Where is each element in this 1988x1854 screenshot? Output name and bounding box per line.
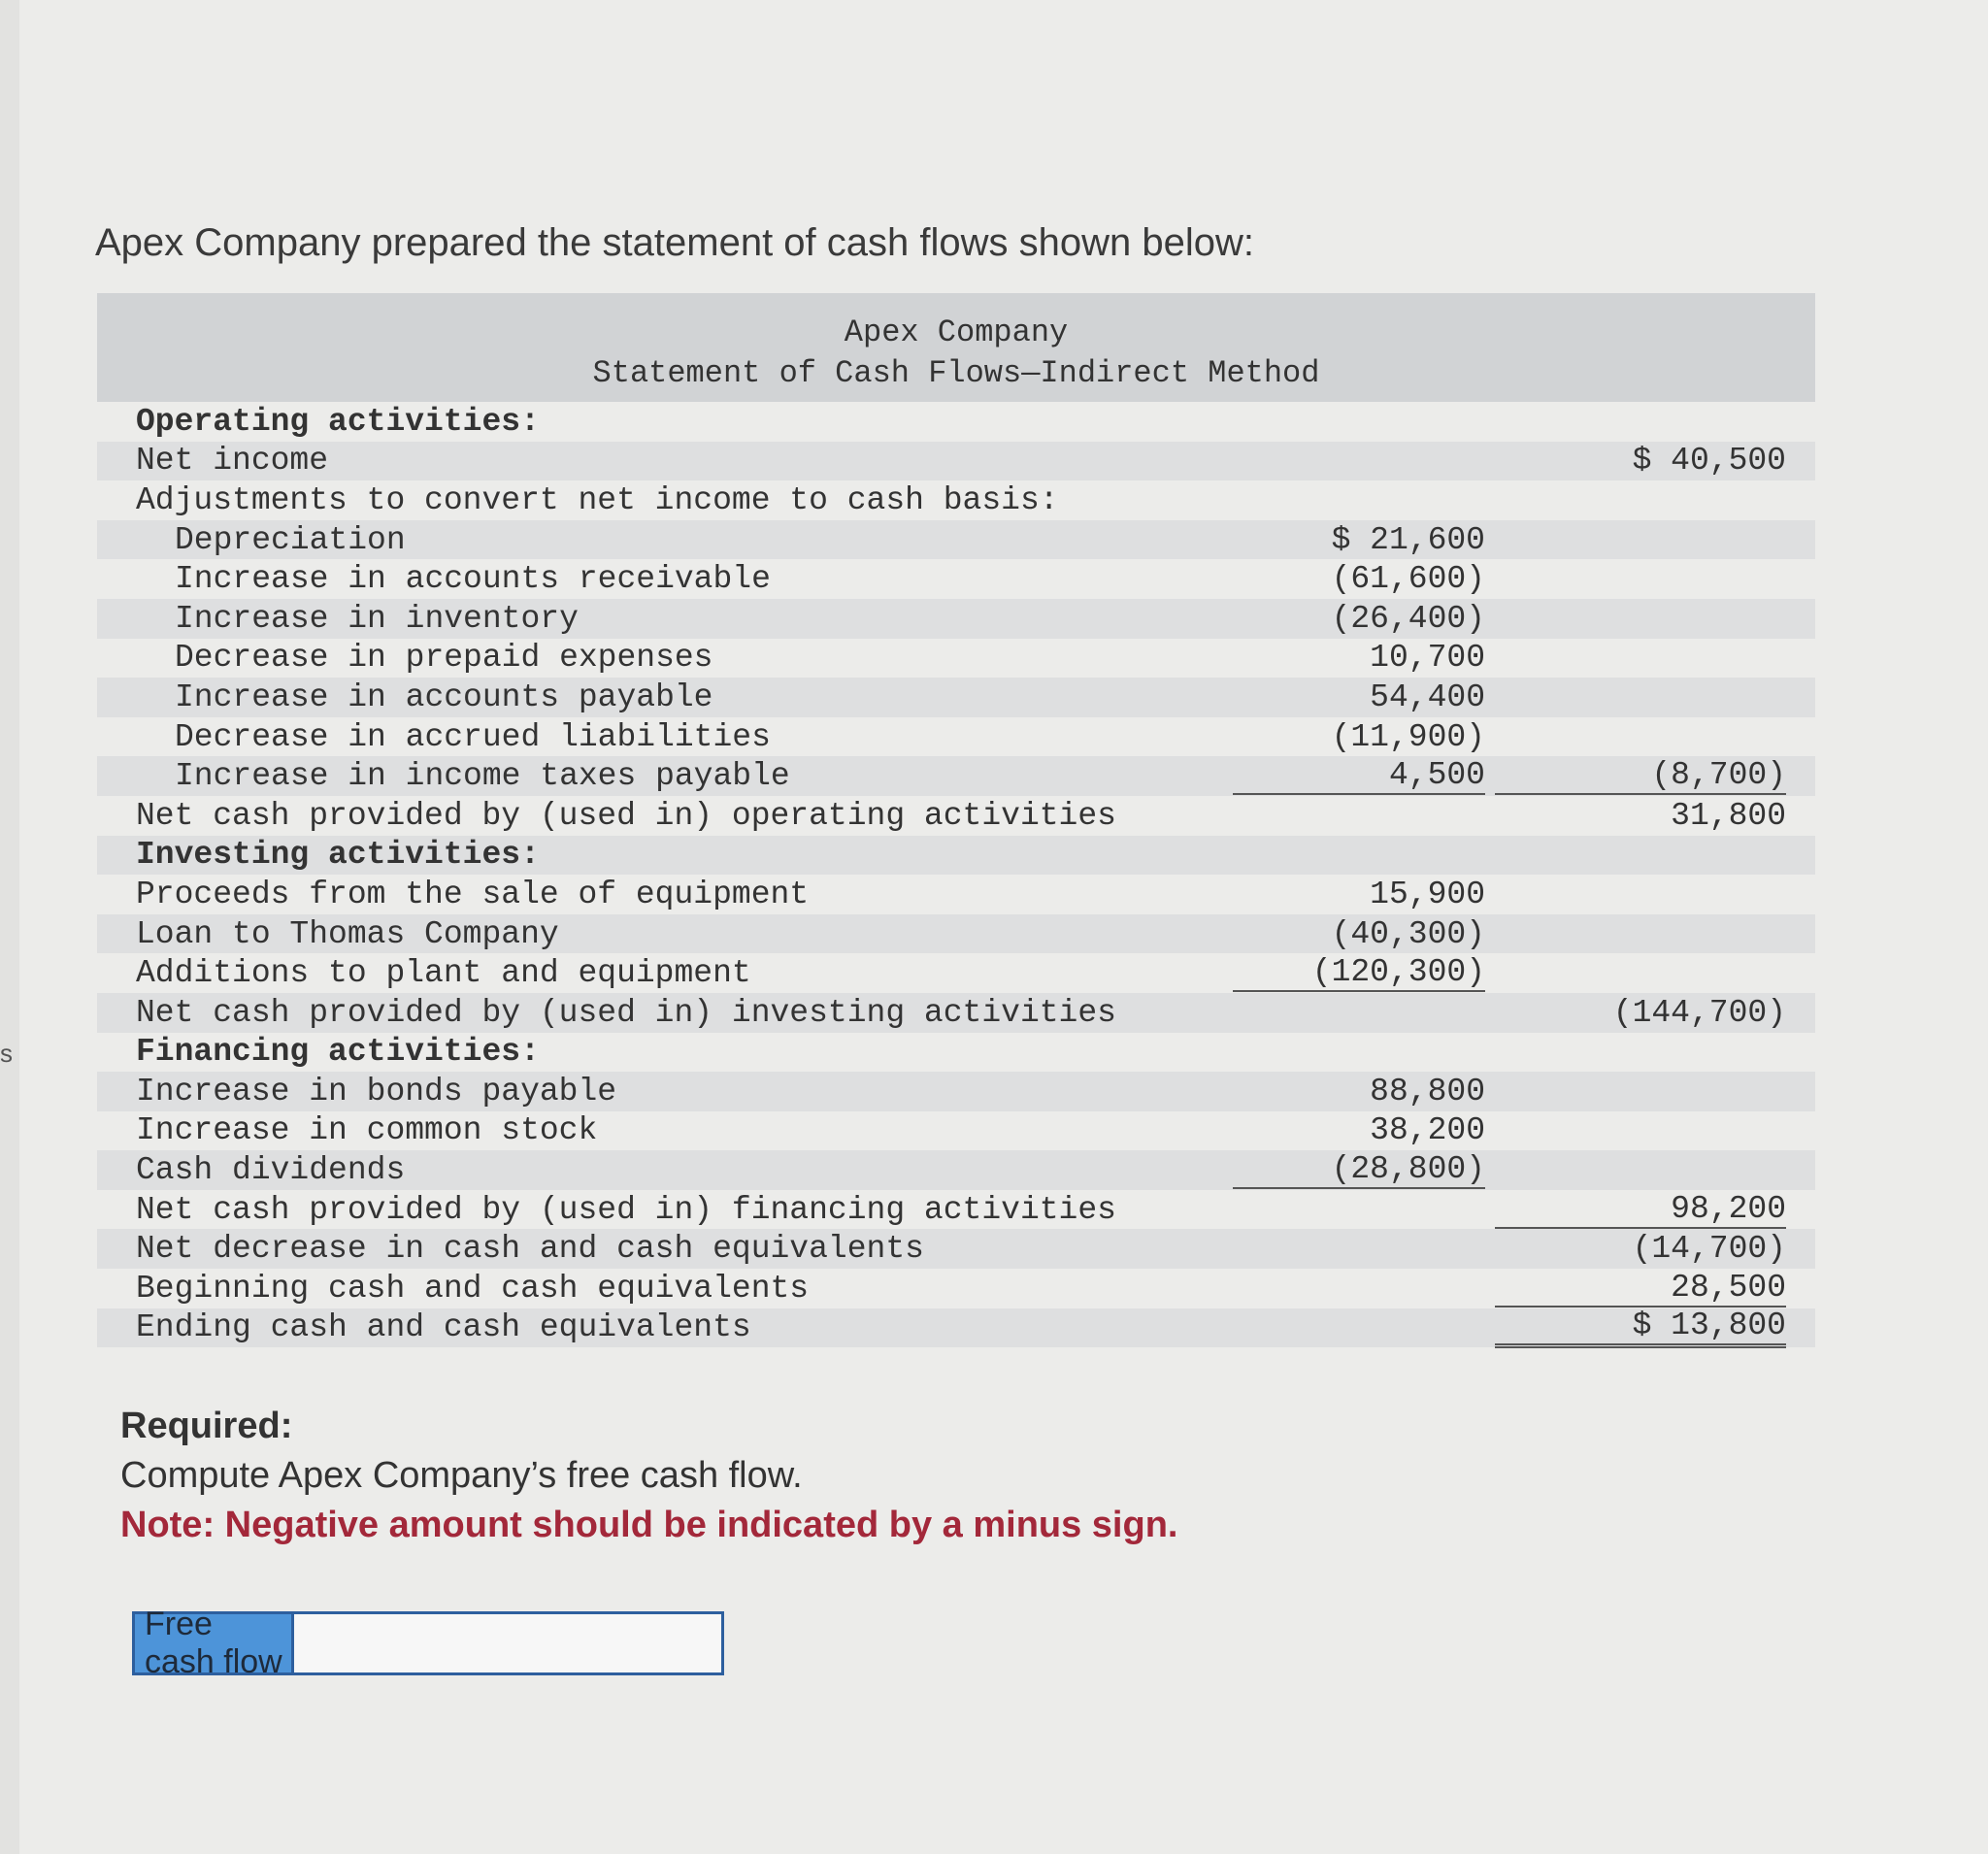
required-instruction: Compute Apex Company’s free cash flow.: [120, 1455, 803, 1496]
row-label: Increase in bonds payable: [136, 1073, 617, 1109]
required-title: Required:: [120, 1406, 293, 1446]
statement-row: [97, 402, 1815, 442]
row-total-amount: $ 13,800: [1495, 1308, 1786, 1348]
statement-row: [97, 836, 1815, 876]
row-adjustment-amount: (120,300): [1233, 954, 1485, 992]
row-total-amount: 28,500: [1495, 1270, 1786, 1308]
statement-row: [97, 1229, 1815, 1269]
statement-row: [97, 875, 1815, 914]
statement-row: [97, 796, 1815, 836]
statement-company: Apex Company: [844, 315, 1069, 350]
row-total-amount: (144,700): [1612, 994, 1786, 1031]
statement-row: [97, 678, 1815, 717]
free-cash-flow-answer: [132, 1606, 724, 1680]
required-note: Note: Negative amount should be indicated by a minus sign.: [120, 1505, 1178, 1545]
row-label: Increase in income taxes payable: [175, 758, 790, 795]
row-label: Ending cash and cash equivalents: [136, 1309, 751, 1346]
statement-title: Statement of Cash Flows—Indirect Method: [592, 355, 1320, 391]
row-label: Cash dividends: [136, 1152, 406, 1189]
row-label: Net cash provided by (used in) operating activities: [136, 797, 1116, 834]
row-total-amount: $ 40,500: [1632, 443, 1786, 480]
row-label: Additions to plant and equipment: [136, 955, 751, 992]
statement-header: [97, 293, 1815, 402]
row-adjustment-amount: 10,700: [1370, 640, 1485, 677]
row-total-amount: (8,700): [1495, 757, 1786, 795]
row-label: Increase in inventory: [175, 600, 579, 637]
row-label: Financing activities:: [136, 1034, 540, 1071]
statement-row: [97, 993, 1815, 1033]
row-label: Net cash provided by (used in) investing activities: [136, 994, 1116, 1031]
row-label: Operating activities:: [136, 403, 540, 440]
statement-row: [97, 442, 1815, 481]
row-label: Increase in accounts receivable: [175, 561, 771, 598]
statement-row: [97, 1190, 1815, 1230]
edge-text: s: [0, 1039, 13, 1068]
row-total-amount: 31,800: [1671, 797, 1786, 834]
free-cash-flow-input[interactable]: [294, 1614, 721, 1672]
row-label: Investing activities:: [136, 837, 540, 874]
statement-row: [97, 717, 1815, 757]
statement-row: [97, 1072, 1815, 1111]
left-panel-edge: [0, 0, 20, 1854]
statement-row: [97, 639, 1815, 679]
row-total-amount: (14,700): [1632, 1231, 1786, 1268]
row-label: Beginning cash and cash equivalents: [136, 1270, 810, 1307]
statement-row: [97, 1033, 1815, 1073]
statement-row: [97, 914, 1815, 954]
row-label: Decrease in prepaid expenses: [175, 640, 713, 677]
row-adjustment-amount: (26,400): [1331, 600, 1485, 637]
cash-flow-statement: [97, 293, 1815, 1347]
free-cash-flow-label: Free cash flow: [135, 1614, 294, 1672]
row-label: Net income: [136, 443, 329, 480]
row-label: Increase in common stock: [136, 1112, 598, 1149]
intro-text: Apex Company prepared the statement of cash flows shown below:: [95, 221, 1254, 264]
row-label: Adjustments to convert net income to cash basis:: [136, 481, 1059, 518]
row-label: Depreciation: [175, 521, 406, 558]
required-section: [120, 1406, 1177, 1546]
statement-row: [97, 1308, 1815, 1348]
row-label: Loan to Thomas Company: [136, 915, 559, 952]
statement-row: [97, 559, 1815, 599]
statement-row: [97, 953, 1815, 993]
row-label: Net decrease in cash and cash equivalents: [136, 1231, 924, 1268]
row-adjustment-amount: (28,800): [1233, 1151, 1485, 1189]
statement-row: [97, 480, 1815, 520]
row-adjustment-amount: (40,300): [1331, 915, 1485, 952]
statement-rows: [97, 402, 1815, 1347]
statement-row: [97, 520, 1815, 560]
row-label: Net cash provided by (used in) financing activities: [136, 1191, 1116, 1228]
row-label: Proceeds from the sale of equipment: [136, 876, 810, 912]
statement-row: [97, 1269, 1815, 1308]
row-adjustment-amount: 38,200: [1370, 1112, 1485, 1149]
row-label: Increase in accounts payable: [175, 679, 713, 715]
row-adjustment-amount: 15,900: [1370, 876, 1485, 912]
row-adjustment-amount: $ 21,600: [1331, 521, 1485, 558]
statement-row: [97, 599, 1815, 639]
statement-row: [97, 756, 1815, 796]
row-adjustment-amount: 4,500: [1233, 757, 1485, 795]
row-adjustment-amount: (61,600): [1331, 561, 1485, 598]
row-label: Decrease in accrued liabilities: [175, 718, 771, 755]
row-adjustment-amount: 54,400: [1370, 679, 1485, 715]
row-total-amount: 98,200: [1495, 1191, 1786, 1229]
row-adjustment-amount: (11,900): [1331, 718, 1485, 755]
statement-row: [97, 1150, 1815, 1190]
statement-row: [97, 1111, 1815, 1151]
row-adjustment-amount: 88,800: [1370, 1073, 1485, 1109]
